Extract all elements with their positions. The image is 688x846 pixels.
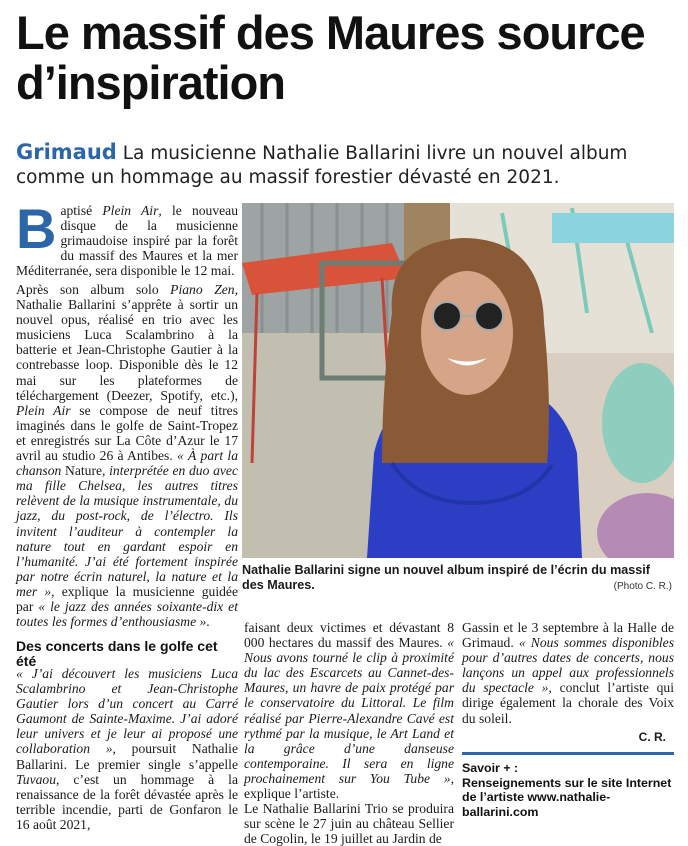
- photo-credit: (Photo C. R.): [613, 581, 672, 592]
- drop-cap: B: [16, 197, 57, 260]
- p2-b: , Nathalie Ballarini s’apprête à sortir un nouvel opus, réalisé en trio avec les musiciens Luca Scalambrino à la batterie et Jean-Christophe Gautier à la contrebasse loop. Disponible dès le 12 mai sur les plateformes de téléchargement (Deezer, Spotify, etc.),: [16, 282, 238, 403]
- p4-b: , explique l’artiste.: [244, 770, 454, 802]
- caption-text: Nathalie Ballarini signe un nouvel album inspiré de l’écrin du massif des Maures.: [242, 563, 650, 592]
- column-3: [462, 620, 674, 745]
- info-box-text: Renseignements sur le site Internet de l’artiste www.nathalie-ballarini.com: [462, 775, 672, 819]
- p6-b: , conclut l’artiste qui dirige également la chorale des Voix du soleil.: [462, 680, 674, 726]
- p2-quote2: , interprétée en duo avec ma fille Chelsea, les autres titres relèvent de la musique instrumentale, du jazz, du post-rock, de l’électro. Ils invitent l’auditeur à contempler la nature tout en gardant espoir en l’humanité. J’ai été fortement inspirée par notre écrin naturel, la nature et la mer »: [16, 463, 238, 599]
- p4-a: faisant deux victimes et dévastant 8 000 hectares du massif des Maures.: [244, 620, 454, 651]
- info-box-title: Savoir + :: [462, 761, 519, 775]
- signature: C. R.: [638, 729, 666, 744]
- photo-caption: [242, 563, 674, 592]
- column-1-bottom: [16, 666, 238, 832]
- p2-e: .: [206, 614, 210, 630]
- paragraph-4: [244, 620, 454, 801]
- p2-d: , explique la musicienne guidée par: [16, 583, 238, 614]
- subheading: Des concerts dans le golfe cet été: [16, 638, 218, 670]
- p2-c: se compose de neuf titres imaginés dans le golfe de Saint-Tropez et enregistrés sur La Côte d’Azur le 17 avril au studio 26 à Antibes.: [16, 402, 238, 464]
- album-title: Plein Air: [102, 203, 159, 218]
- p2-song: Nature: [65, 463, 103, 479]
- p3-a: , poursuit Nathalie Ballarini. Le premier single s’appelle: [16, 741, 238, 772]
- intro-paragraph: [16, 197, 238, 282]
- headline: Le massif des Maures source d’inspiration: [16, 6, 645, 109]
- p4-quote: « Nous avons tourné le clip à proximité du lac des Escarcets au Cannet-des-Maures, un havre de paix protégé par le conservatoire du Littoral. Le film réalisé par Pierre-Alexandre Cavé est rythmé par la musique, le Art Land et la grâce d’une danseuse contemporaine. Il sera en ligne prochainement sur You Tube »: [244, 635, 454, 786]
- p2-album2: Plein Air: [16, 402, 71, 418]
- chapo: [16, 140, 676, 190]
- p2-a: Après son album solo: [16, 282, 171, 297]
- info-box: [462, 752, 674, 819]
- article-photo: [242, 203, 674, 558]
- paragraph-3: [16, 666, 238, 832]
- paragraph-2: [16, 282, 238, 629]
- p2-album-solo: Piano Zen: [170, 282, 235, 297]
- p3-single: Tuvaou: [16, 771, 57, 787]
- p2-quote1: « À part la chanson: [16, 448, 238, 479]
- intro-text-2: , le nouveau disque de la musicienne grimaudoise inspiré par la forêt du massif des Maures et la mer Méditerranée, sera disponible le 12 mai.: [16, 203, 238, 279]
- photo-illustration: [242, 203, 674, 558]
- column-2: [244, 620, 454, 846]
- p2-quote3: « le jazz des années soixante-dix et toutes les formes d’enthousiasme »: [16, 598, 238, 630]
- column-1-top: [16, 197, 238, 675]
- chapo-text: La musicienne Nathalie Ballarini livre un nouvel album comme un hommage au massif forestier dévasté en 2021.: [16, 143, 628, 188]
- chapo-place: Grimaud: [16, 140, 117, 164]
- p6-quote: « Nous sommes disponibles pour d’autres dates de concerts, nous lançons un appel aux professionnels du spectacle »: [462, 635, 674, 696]
- p3-quote: « J’ai découvert les musiciens Luca Scalambrino et Jean-Christophe Gautier lors d’un concert au Carré Gaumont de Sainte-Maxime. J’ai adoré leur univers et je leur ai proposé une collaboration »: [16, 666, 238, 757]
- intro-text-1: aptisé: [60, 203, 103, 218]
- p6-a: Gassin et le 3 septembre à la Halle de Grimaud.: [462, 620, 674, 651]
- paragraph-5: Le Nathalie Ballarini Trio se produira sur scène le 27 juin au château Sellier de Cogolin, le 19 juillet au Jardin de: [244, 801, 454, 846]
- paragraph-6: [462, 620, 674, 726]
- p3-b: , c’est un hommage à la renaissance de la forêt dévastée après le terrible incendie, parti de Gonfaron le 16 août 2021,: [16, 771, 238, 832]
